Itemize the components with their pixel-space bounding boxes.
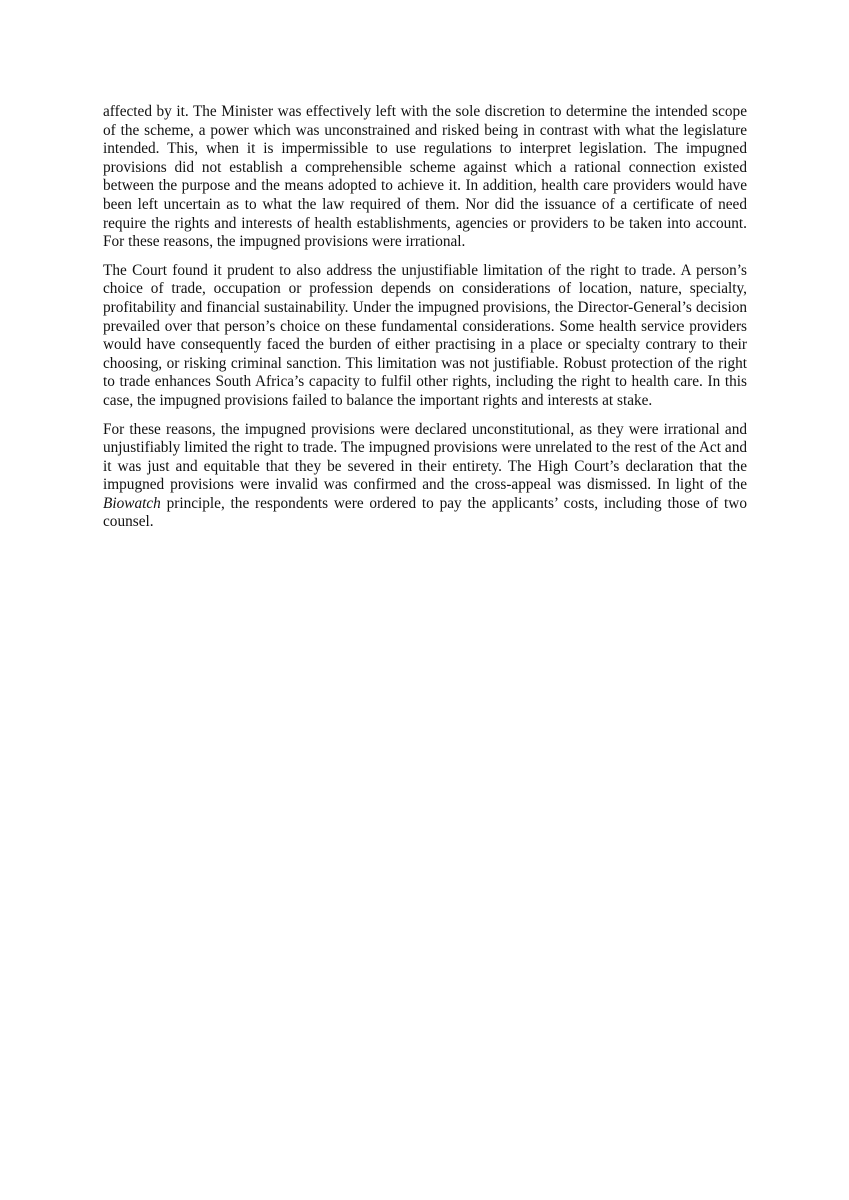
paragraph-irrationality: affected by it. The Minister was effectively left with the sole discretion to determine the intended scope of the scheme, a power which was unconstrained and risked being in contrast with what the legislature intended. This, when it is impermissible to use regulations to interpret legislation. The impugned provisions did not establish a comprehensible scheme against which a rational connection existed between the purpose and the means adopted to achieve it. In addition, health care providers would have been left uncertain as to what the law required of them. Nor did the issuance of a certificate of need require the rights and interests of health establishments, agencies or providers to be taken into account. For these reasons, the impugned provisions were irrational. — [103, 103, 747, 251]
order-text-before: For these reasons, the impugned provisions were declared unconstitutional, as they were irrational and unjustifiably limited the right to trade. The impugned provisions were unrelated to the rest of the Act and it was just and equitable that they be severed in their entirety. The High Court’s declaration that the impugned provisions were invalid was confirmed and the cross-appeal was dismissed. In light of the — [103, 420, 747, 494]
order-text-after: principle, the respondents were ordered to pay the applicants’ costs, including those of two counsel. — [103, 494, 747, 531]
paragraph-order — [103, 421, 747, 533]
case-name-biowatch: Biowatch — [103, 494, 161, 512]
paragraph-right-to-trade: The Court found it prudent to also address the unjustifiable limitation of the right to trade. A person’s choice of trade, occupation or profession depends on considerations of location, nature, specialty, profitability and financial sustainability. Under the impugned provisions, the Director-General’s decision prevailed over that person’s choice on these fundamental considerations. Some health service providers would have consequently faced the burden of either practising in a place or specialty contrary to their choosing, or risking criminal sanction. This limitation was not justifiable. Robust protection of the right to trade enhances South Africa’s capacity to fulfil other rights, including the right to health care. In this case, the impugned provisions failed to balance the important rights and interests at stake. — [103, 261, 747, 409]
judgment-summary-text — [103, 103, 747, 532]
